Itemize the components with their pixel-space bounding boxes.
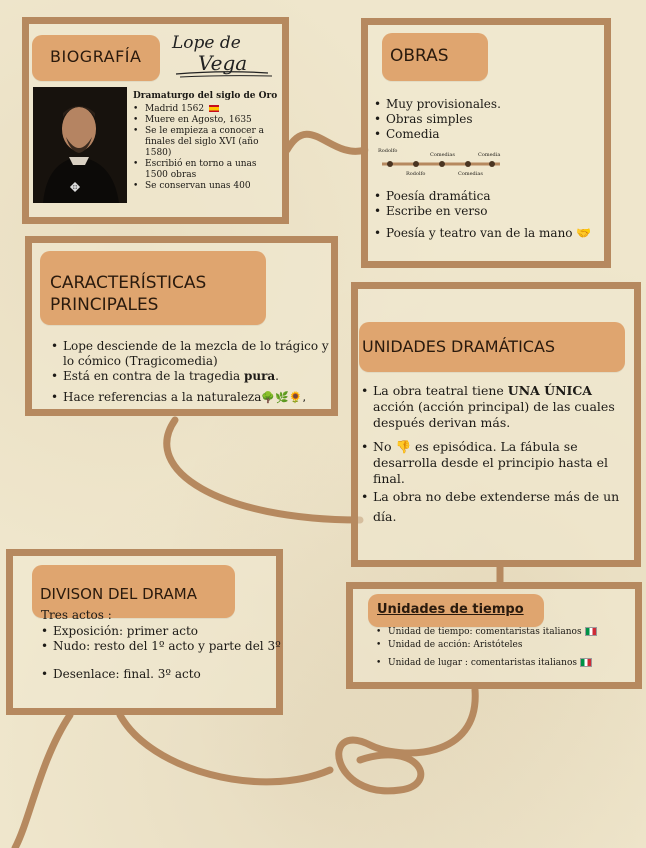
obras-list-bottom bbox=[374, 189, 604, 241]
division-list bbox=[41, 624, 281, 682]
list-item: • La obra no debe extenderse más de un día. bbox=[361, 487, 626, 527]
list-item: • Exposición: primer acto bbox=[41, 624, 281, 639]
timeline-label: Rodolfo bbox=[378, 148, 398, 154]
list-item: • Nudo: resto del 1º acto y parte del 3º bbox=[41, 639, 281, 654]
tiempo-title-tab bbox=[368, 594, 544, 627]
list-item: • Escribió en torno a unas 1500 obras bbox=[133, 159, 273, 181]
unidades-list bbox=[361, 383, 626, 527]
list-item: • Obras simples bbox=[374, 112, 594, 127]
obras-title: OBRAS bbox=[390, 46, 449, 66]
biografia-title: BIOGRAFÍA bbox=[50, 47, 142, 66]
list-item: • Unidad de acción: Aristóteles bbox=[376, 639, 636, 652]
timeline-label: Comedias bbox=[458, 171, 483, 177]
tiempo-list bbox=[376, 626, 636, 670]
portrait bbox=[33, 87, 127, 203]
nature-icons: 🌳🌿🌻, bbox=[261, 391, 306, 404]
list-item: • Está en contra de la tragedia pura. bbox=[51, 369, 333, 384]
timeline-label: Comedia bbox=[478, 152, 501, 158]
list-item: • Unidad de lugar : comentaristas italianos bbox=[376, 657, 636, 670]
obras-timeline bbox=[376, 146, 506, 182]
biografia-title-tab bbox=[32, 35, 160, 81]
unidades-title: UNIDADES DRAMÁTICAS bbox=[362, 337, 556, 356]
list-item: • Se conservan unas 400 bbox=[133, 181, 273, 192]
list-item: • Madrid 1562 bbox=[133, 104, 273, 115]
signature bbox=[168, 26, 278, 80]
thumbs-down-icon: 👎 bbox=[395, 439, 412, 454]
list-item: • Escribe en verso bbox=[374, 204, 604, 219]
svg-text:Vega: Vega bbox=[198, 51, 248, 75]
list-item: • No 👎 es episódica. La fábula se desarrolla desde el principio hasta el final. bbox=[361, 439, 626, 487]
signature-icon bbox=[168, 26, 278, 80]
caracteristicas-list bbox=[51, 339, 333, 405]
list-item: • Poesía dramática bbox=[374, 189, 604, 204]
caracteristicas-title: CARACTERÍSTICAS PRINCIPALES bbox=[50, 273, 207, 315]
unidades-title-tab bbox=[359, 322, 625, 372]
italy-flag-icon bbox=[585, 627, 597, 636]
division-title: DIVISON DEL DRAMA bbox=[40, 585, 197, 603]
biografia-list bbox=[133, 104, 273, 192]
list-item: • Muere en Agosto, 1635 bbox=[133, 115, 273, 126]
list-item: • Lope desciende de la mezcla de lo trágico y lo cómico (Tragicomedia) bbox=[51, 339, 333, 369]
list-item: • Poesía y teatro van de la mano 🤝 bbox=[374, 226, 604, 241]
caracteristicas-title-tab bbox=[40, 251, 266, 325]
italy-flag-icon bbox=[580, 658, 592, 667]
svg-text:Lope de: Lope de bbox=[172, 33, 241, 53]
obras-title-tab bbox=[382, 33, 488, 81]
list-item: • La obra teatral tiene UNA ÚNICA acción (acción principal) de las cuales después derivan más. bbox=[361, 383, 626, 431]
biografia-subtitle: Dramaturgo del siglo de Oro bbox=[133, 91, 278, 101]
division-intro: Tres actos : bbox=[41, 608, 112, 622]
list-item: • Comedia bbox=[374, 127, 594, 142]
spain-flag-icon bbox=[209, 105, 219, 112]
handshake-icon: 🤝 bbox=[576, 226, 592, 240]
timeline-label: Rodolfo bbox=[406, 171, 426, 177]
tiempo-title: Unidades de tiempo bbox=[377, 602, 524, 617]
list-item: • Hace referencias a la naturaleza🌳🌿🌻, bbox=[51, 390, 333, 405]
obras-list-top bbox=[374, 97, 594, 142]
list-item: • Se le empieza a conocer a finales del siglo XVI (año 1580) bbox=[133, 126, 273, 159]
list-item: • Unidad de tiempo: comentaristas italianos bbox=[376, 626, 636, 639]
timeline-label: Comedias bbox=[430, 152, 455, 158]
list-item: • Desenlace: final. 3º acto bbox=[41, 667, 281, 682]
list-item: • Muy provisionales. bbox=[374, 97, 594, 112]
